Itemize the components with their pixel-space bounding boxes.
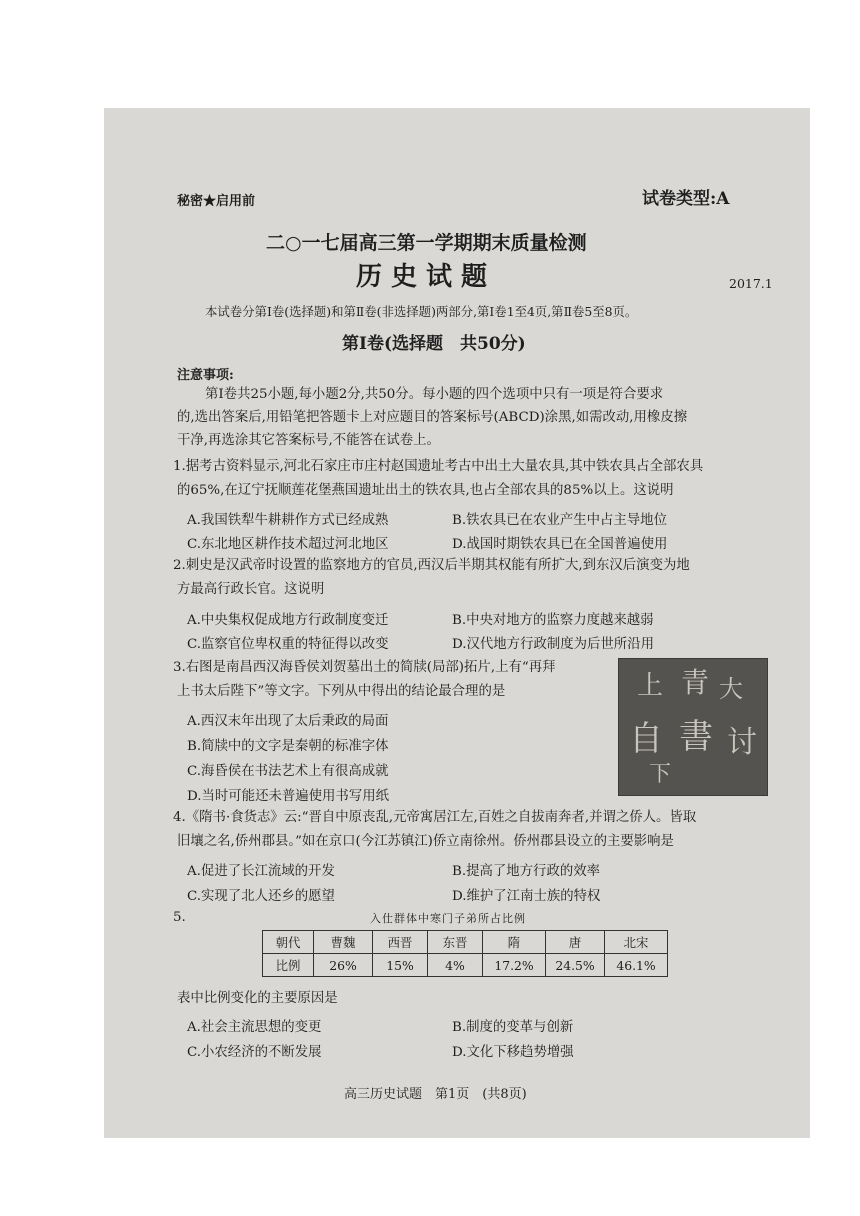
table-title: 入仕群体中寒门子弟所占比例 — [370, 912, 526, 925]
notes-heading: 注意事项: — [177, 368, 234, 383]
question-1-stem: 的65%,在辽宁抚顺莲花堡燕国遗址出土的铁农具,也占全部农具的85%以上。这说明 — [177, 483, 674, 498]
bamboo-slip-rubbing-image: 上 青 大 自 書 讨 下 — [618, 658, 768, 796]
q1-option-a: A.我国铁犁牛耕耕作方式已经成熟 — [187, 513, 389, 528]
q1-option-c: C.东北地区耕作技术超过河北地区 — [187, 537, 389, 552]
table-cell: 15% — [373, 954, 428, 977]
q4-option-c: C.实现了北人还乡的愿望 — [187, 889, 335, 904]
question-3-stem: 3.右图是南昌西汉海昏侯刘贺墓出土的简牍(局部)拓片,上有“再拜 — [173, 660, 556, 675]
table-cell: 朝代 — [263, 931, 314, 954]
exam-date: 2017.1 — [729, 276, 773, 291]
question-2-stem: 方最高行政长官。这说明 — [177, 582, 325, 597]
q5-option-a: A.社会主流思想的变更 — [187, 1020, 322, 1035]
table-cell: 46.1% — [605, 954, 668, 977]
table-row — [263, 954, 668, 977]
table-cell: 4% — [428, 954, 483, 977]
table-cell: 东晋 — [428, 931, 483, 954]
question-4-stem: 旧壤之名,侨州郡县。”如在京口(今江苏镇江)侨立南徐州。侨州郡县设立的主要影响是 — [177, 834, 674, 849]
question-4-stem: 4.《隋书·食货志》云:“晋自中原丧乱,元帝寓居江左,百姓之自拔南奔者,并谓之侨人。皆取 — [173, 810, 697, 825]
q3-option-c: C.海昏侯在书法艺术上有很高成就 — [187, 764, 389, 779]
table-cell: 26% — [314, 954, 373, 977]
exam-title: 二○一七届高三第一学期期末质量检测 — [266, 232, 587, 254]
paper-type-label: 试卷类型:A — [642, 189, 730, 209]
table-cell: 唐 — [546, 931, 605, 954]
notes-line: 干净,再选涂其它答案标号,不能答在试卷上。 — [177, 433, 440, 448]
table-header-row — [263, 931, 668, 954]
table-cell: 隋 — [483, 931, 546, 954]
table-cell: 北宋 — [605, 931, 668, 954]
question-3-stem: 上书太后陛下”等文字。下列从中得出的结论最合理的是 — [177, 684, 506, 699]
q5-option-c: C.小农经济的不断发展 — [187, 1045, 322, 1060]
question-5-stem: 表中比例变化的主要原因是 — [177, 991, 338, 1006]
q4-option-d: D.维护了江南士族的特权 — [452, 889, 601, 904]
section-title: 第Ⅰ卷(选择题 共50分) — [342, 334, 526, 354]
notes-line: 的,选出答案后,用铅笔把答题卡上对应题目的答案标号(ABCD)涂黑,如需改动,用橡皮擦 — [177, 410, 688, 425]
q1-option-d: D.战国时期铁农具已在全国普遍使用 — [452, 537, 668, 552]
q5-option-b: B.制度的变革与创新 — [452, 1020, 574, 1035]
q4-option-a: A.促进了长江流域的开发 — [187, 864, 335, 879]
confidential-label: 秘密★启用前 — [177, 194, 256, 209]
subject-title: 历史试题 — [356, 262, 497, 292]
notes-line: 第Ⅰ卷共25小题,每小题2分,共50分。每小题的四个选项中只有一项是符合要求 — [205, 387, 664, 402]
intro-text: 本试卷分第Ⅰ卷(选择题)和第Ⅱ卷(非选择题)两部分,第Ⅰ卷1至4页,第Ⅱ卷5至8页。 — [205, 304, 638, 319]
table-cell: 比例 — [263, 954, 314, 977]
q4-option-b: B.提高了地方行政的效率 — [452, 864, 601, 879]
table-cell: 曹魏 — [314, 931, 373, 954]
officials-ratio-table — [262, 930, 668, 977]
q3-option-a: A.西汉末年出现了太后秉政的局面 — [187, 714, 389, 729]
q1-option-b: B.铁农具已在农业产生中占主导地位 — [452, 513, 667, 528]
q2-option-b: B.中央对地方的监察力度越来越弱 — [452, 613, 654, 628]
table-cell: 24.5% — [546, 954, 605, 977]
q5-option-d: D.文化下移趋势增强 — [452, 1045, 574, 1060]
table-cell: 西晋 — [373, 931, 428, 954]
q2-option-c: C.监察官位卑权重的特征得以改变 — [187, 637, 389, 652]
page-footer: 高三历史试题 第1页 (共8页) — [344, 1087, 527, 1102]
question-1-stem: 1.据考古资料显示,河北石家庄市庄村赵国遗址考古中出土大量农具,其中铁农具占全部农具 — [173, 459, 704, 474]
q3-option-d: D.当时可能还未普遍使用书写用纸 — [187, 789, 389, 804]
question-2-stem: 2.刺史是汉武帝时设置的监察地方的官员,西汉后半期其权能有所扩大,到东汉后演变为地 — [173, 558, 690, 573]
table-cell: 17.2% — [483, 954, 546, 977]
q2-option-a: A.中央集权促成地方行政制度变迁 — [187, 613, 389, 628]
q3-option-b: B.简牍中的文字是秦朝的标准字体 — [187, 739, 389, 754]
question-5-number: 5. — [173, 910, 186, 925]
q2-option-d: D.汉代地方行政制度为后世所沿用 — [452, 637, 654, 652]
